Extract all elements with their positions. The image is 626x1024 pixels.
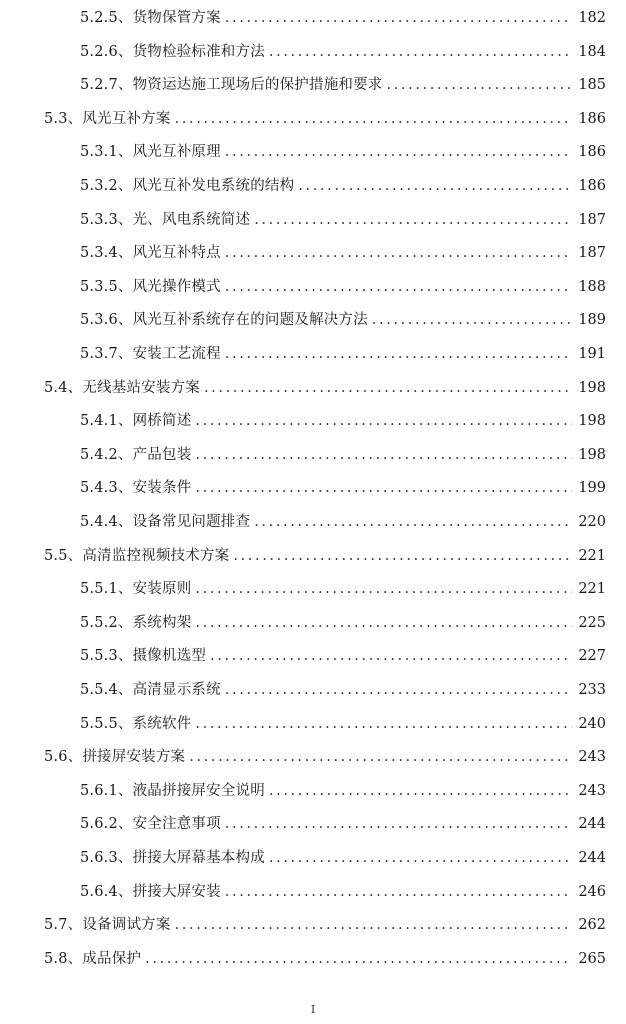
toc-entry[interactable]	[0, 711, 626, 737]
toc-entry-title: 5.4.3、安装条件	[80, 480, 192, 497]
toc-dot-leader	[195, 475, 572, 501]
toc-entry-page: 240	[578, 715, 606, 732]
toc-entry-title: 5.5.5、系统软件	[80, 715, 192, 732]
page-number: I	[310, 1003, 316, 1016]
toc-entry-page: 189	[578, 312, 606, 329]
toc-entry[interactable]	[0, 912, 626, 938]
toc-entry-page: 199	[578, 480, 606, 497]
toc-dot-leader	[195, 442, 572, 468]
toc-entry-title: 5.3.3、光、风电系统简述	[80, 211, 251, 228]
toc-entry[interactable]	[0, 946, 626, 972]
toc-entry[interactable]	[0, 207, 626, 233]
toc-entry-title: 5.5.3、摄像机选型	[80, 648, 207, 665]
toc-entry-title: 5.3.2、风光互补发电系统的结构	[80, 178, 295, 194]
toc-entry[interactable]	[0, 408, 626, 434]
toc-entry-page: 186	[578, 178, 606, 194]
toc-entry-title: 5.4.1、网桥简述	[80, 413, 192, 430]
toc-dot-leader	[225, 274, 572, 300]
toc-entry-title: 5.5.4、高清显示系统	[80, 682, 221, 698]
toc-entry[interactable]	[0, 610, 626, 636]
toc-entry-page: 185	[578, 77, 606, 94]
toc-entry-page: 227	[578, 648, 606, 665]
toc-dot-leader	[254, 509, 572, 535]
toc-entry[interactable]	[0, 879, 626, 905]
toc-entry-title: 5.2.5、货物保管方案	[80, 10, 221, 26]
toc-dot-leader	[233, 543, 572, 569]
toc-entry[interactable]	[0, 744, 626, 770]
toc-entry[interactable]	[0, 139, 626, 165]
toc-entry-title: 5.2.7、物资运达施工现场后的保护措施和要求	[80, 77, 383, 94]
toc-entry-title: 5.8、成品保护	[44, 950, 142, 967]
toc-entry[interactable]	[0, 677, 626, 703]
toc-entry-page: 198	[578, 446, 606, 463]
toc-entry-page: 225	[578, 614, 606, 631]
toc-entry[interactable]	[0, 240, 626, 266]
toc-dot-leader	[372, 307, 572, 333]
toc-entry[interactable]	[0, 341, 626, 367]
toc-entry-page: 191	[578, 346, 606, 362]
toc-entry[interactable]	[0, 845, 626, 871]
toc-entry-title: 5.6.4、拼接大屏安装	[80, 883, 221, 900]
toc-entry[interactable]	[0, 475, 626, 501]
toc-entry[interactable]	[0, 811, 626, 837]
toc-dot-leader	[195, 576, 572, 602]
toc-entry-page: 246	[578, 883, 606, 900]
toc-entry-page: 262	[578, 917, 606, 934]
toc-entry-title: 5.3.4、风光互补特点	[80, 245, 221, 262]
toc-entry-page: 186	[578, 144, 606, 161]
toc-dot-leader	[225, 677, 572, 703]
toc-entry[interactable]	[0, 375, 626, 401]
toc-dot-leader	[225, 341, 572, 367]
toc-dot-leader	[387, 72, 573, 98]
toc-entry-page: 188	[578, 278, 606, 295]
toc-entry[interactable]	[0, 39, 626, 65]
toc-entry[interactable]	[0, 72, 626, 98]
toc-entry[interactable]	[0, 509, 626, 535]
toc-entry-title: 5.6.1、液晶拼接屏安全说明	[80, 782, 265, 799]
toc-entry-title: 5.5.2、系统构架	[80, 614, 192, 631]
toc-entry[interactable]	[0, 274, 626, 300]
toc-entry-page: 187	[578, 211, 606, 228]
toc-dot-leader	[145, 946, 572, 972]
toc-dot-leader	[195, 408, 572, 434]
toc-entry-title: 5.3.1、风光互补原理	[80, 144, 221, 161]
toc-dot-leader	[254, 207, 572, 233]
toc-dot-leader	[225, 811, 572, 837]
toc-entry[interactable]	[0, 543, 626, 569]
toc-entry-title: 5.5、高清监控视频技术方案	[44, 547, 230, 564]
toc-entry-title: 5.3.6、风光互补系统存在的问题及解决方法	[80, 312, 368, 329]
toc-dot-leader	[195, 711, 572, 737]
toc-entry-title: 5.3、风光互补方案	[44, 110, 171, 127]
toc-dot-leader	[175, 106, 572, 132]
toc-dot-leader	[189, 744, 572, 770]
toc-entry[interactable]	[0, 106, 626, 132]
toc-dot-leader	[225, 240, 572, 266]
toc-dot-leader	[225, 139, 572, 165]
toc-entry-title: 5.5.1、安装原则	[80, 581, 192, 598]
toc-dot-leader	[225, 5, 572, 31]
toc-entry-page: 243	[578, 749, 606, 766]
toc-entry[interactable]	[0, 576, 626, 602]
toc-entry-title: 5.6.2、安全注意事项	[80, 816, 221, 833]
toc-entry-page: 186	[578, 110, 606, 127]
toc-entry-title: 5.6.3、拼接大屏幕基本构成	[80, 850, 265, 866]
toc-entry-page: 220	[578, 514, 606, 530]
toc-entry[interactable]	[0, 778, 626, 804]
toc-entry-title: 5.4.4、设备常见问题排查	[80, 514, 251, 530]
toc-entry-title: 5.3.7、安装工艺流程	[80, 346, 221, 362]
toc-entry-title: 5.4.2、产品包装	[80, 446, 192, 463]
toc-entry-page: 198	[578, 379, 606, 396]
toc-entry-title: 5.2.6、货物检验标准和方法	[80, 43, 265, 60]
toc-dot-leader	[175, 912, 572, 938]
toc-entry-page: 265	[578, 950, 606, 967]
toc-dot-leader	[269, 778, 572, 804]
toc-dot-leader	[195, 610, 572, 636]
toc-dot-leader	[269, 39, 572, 65]
toc-dot-leader	[225, 879, 572, 905]
toc-entry-page: 243	[578, 782, 606, 799]
toc-entry[interactable]	[0, 173, 626, 199]
toc-entry-title: 5.4、无线基站安装方案	[44, 379, 200, 396]
toc-entry-page: 221	[578, 581, 606, 598]
toc-dot-leader	[210, 643, 572, 669]
toc-dot-leader	[269, 845, 572, 871]
toc-entry-page: 221	[578, 547, 606, 564]
toc-entry-title: 5.3.5、风光操作模式	[80, 278, 221, 295]
toc-entry[interactable]	[0, 442, 626, 468]
toc-entry-page: 184	[578, 43, 606, 60]
toc-entry-page: 198	[578, 413, 606, 430]
toc-entry-page: 187	[578, 245, 606, 262]
toc-entry-page: 182	[578, 10, 606, 26]
toc-entry[interactable]	[0, 307, 626, 333]
toc-entry[interactable]	[0, 5, 626, 31]
toc-entry-title: 5.7、设备调试方案	[44, 917, 171, 934]
toc-dot-leader	[298, 173, 572, 199]
toc-entry[interactable]	[0, 643, 626, 669]
toc-entry-page: 233	[578, 682, 606, 698]
toc-entry-page: 244	[578, 816, 606, 833]
toc-dot-leader	[204, 375, 572, 401]
toc-entry-page: 244	[578, 850, 606, 866]
toc-entry-title: 5.6、拼接屏安装方案	[44, 749, 186, 766]
